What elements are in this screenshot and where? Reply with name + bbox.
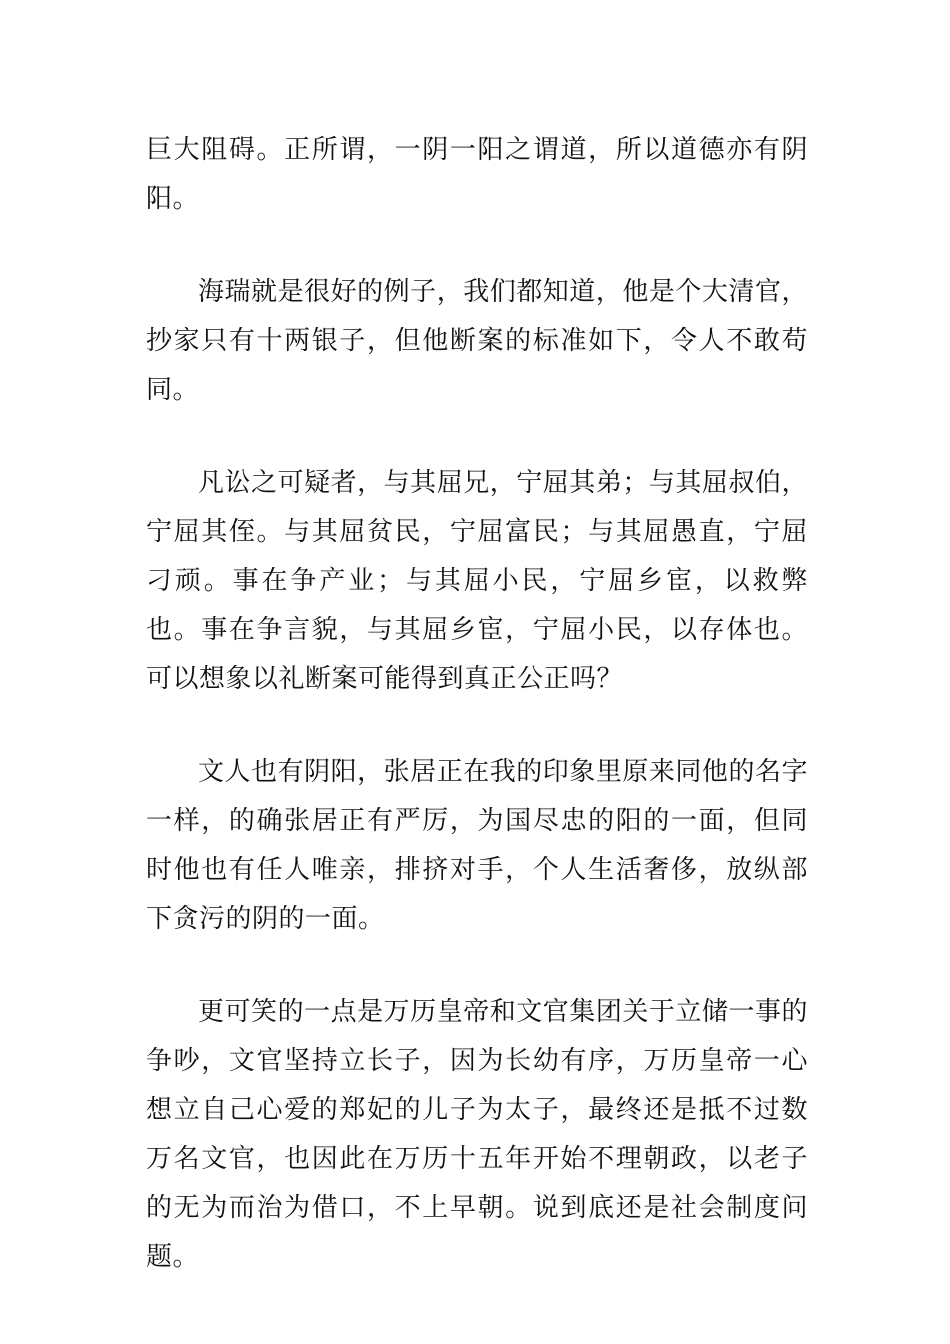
paragraph-zhang-juzheng: 文人也有阴阳，张居正在我的印象里原来同他的名字一样，的确张居正有严厉，为国尽忠的阳的一面，但同时他也有任人唯亲，排挤对手，个人生活奢侈，放纵部下贪污的阴的一面。 [146, 757, 808, 934]
document-body [146, 126, 808, 1282]
paragraph-wanli-emperor: 更可笑的一点是万历皇帝和文官集团关于立储一事的争吵，文官坚持立长子，因为长幼有序，万历皇帝一心想立自己心爱的郑妃的儿子为太子，最终还是抵不过数万名文官，也因此在万历十五年开始不理朝政，以老子的无为而治为借口，不上早朝。说到底还是社会制度问题。 [146, 997, 808, 1272]
paragraph-hai-rui: 海瑞就是很好的例子，我们都知道，他是个大清官，抄家只有十两银子，但他断案的标准如下，令人不敢苟同。 [146, 277, 808, 405]
paragraph-lawsuit-rules: 凡讼之可疑者，与其屈兄，宁屈其弟；与其屈叔伯，宁屈其侄。与其屈贫民，宁屈富民；与其屈愚直，宁屈刁顽。事在争产业；与其屈小民，宁屈乡宦，以救弊也。事在争言貌，与其屈乡宦，宁屈小民，以存体也。可以想象以礼断案可能得到真正公正吗？ [146, 468, 808, 694]
paragraph-continuation: 巨大阻碍。正所谓，一阴一阳之谓道，所以道德亦有阴阳。 [146, 135, 808, 214]
